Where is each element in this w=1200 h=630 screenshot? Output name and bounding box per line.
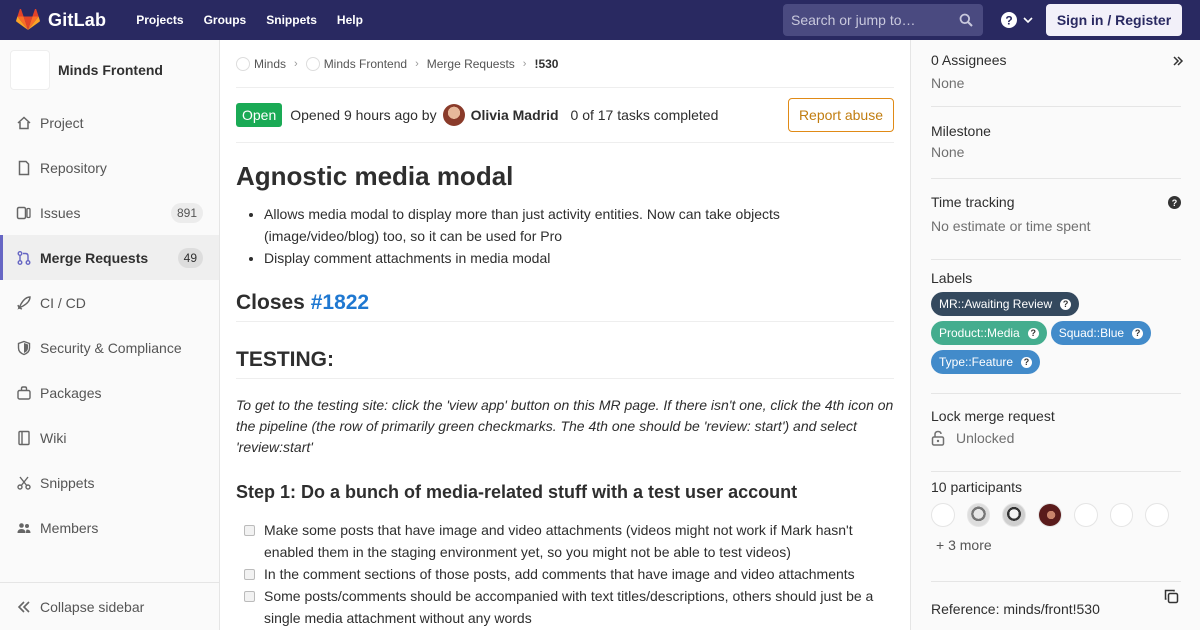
search-icon	[959, 13, 973, 27]
sidebar-item-wiki[interactable]	[0, 415, 219, 460]
task-text: In the comment sections of those posts, add comments that have image and video attachments	[264, 566, 855, 582]
sidebar-item-label: Merge Requests	[40, 249, 149, 266]
avatar[interactable]	[931, 503, 955, 527]
reference-text: Reference: minds/front!530	[931, 601, 1100, 617]
group-avatar	[236, 57, 250, 71]
labels-list	[931, 292, 1181, 379]
closes-heading	[236, 291, 894, 322]
reference-block	[931, 589, 1181, 629]
author-name[interactable]: Olivia Madrid	[470, 107, 559, 123]
author-avatar[interactable]	[443, 104, 465, 126]
lock-title: Lock merge request	[931, 408, 1055, 424]
sidebar-item-label: Wiki	[40, 429, 67, 446]
breadcrumb	[236, 40, 894, 87]
breadcrumb-label: Minds	[254, 56, 287, 71]
step-heading: Step 1: Do a bunch of media-related stuff with a test user account	[236, 482, 798, 502]
sidebar-item-label: Repository	[40, 159, 107, 176]
breadcrumb-minds[interactable]	[236, 57, 286, 71]
rocket-icon	[16, 295, 32, 311]
milestone-value: None	[931, 144, 965, 160]
testing-heading: TESTING:	[236, 348, 894, 379]
search-box[interactable]	[783, 4, 983, 36]
participants-avatars	[931, 503, 1181, 527]
nav-groups[interactable]: Groups	[203, 13, 247, 27]
task-text: Make some posts that have image and video attachments (videos might not work if Mark hasn't enabled them in the staging environment yet, so you might not be able to test videos)	[264, 522, 853, 560]
help-dropdown[interactable]	[1000, 11, 1034, 29]
task-text: Some posts/comments should be accompanied with text titles/descriptions, others should just be a single media attachment without any words	[264, 588, 874, 626]
label-pill[interactable]	[1051, 321, 1151, 345]
chevron-right-icon: ›	[522, 57, 527, 70]
main-content	[236, 40, 894, 630]
sidebar-item-packages[interactable]	[0, 370, 219, 415]
label-text: Type::Feature	[939, 355, 1014, 369]
sidebar-item-issues[interactable]	[0, 190, 219, 235]
gitlab-tanuki-icon	[16, 9, 40, 31]
breadcrumb-mr-id[interactable]: !530	[534, 56, 559, 71]
breadcrumb-label: Minds Frontend	[323, 56, 408, 71]
merge-request-icon	[16, 250, 32, 266]
sidebar-item-label: Security & Compliance	[40, 339, 182, 356]
project-header[interactable]	[0, 40, 219, 100]
question-icon: ?	[1021, 357, 1032, 368]
report-abuse-button[interactable]: Report abuse	[788, 98, 894, 132]
chevron-down-icon	[1022, 14, 1034, 26]
project-avatar	[10, 50, 50, 90]
scissors-icon	[16, 475, 32, 491]
breadcrumb-merge-requests[interactable]: Merge Requests	[426, 56, 515, 71]
sidebar-item-merge-requests[interactable]	[0, 235, 219, 280]
right-sidebar	[910, 40, 1200, 630]
left-sidebar	[0, 40, 220, 630]
lock-status	[931, 430, 1181, 446]
labels-block	[931, 270, 1181, 394]
list-item: • Display comment attachments in media modal	[264, 247, 894, 269]
shield-icon	[16, 340, 32, 356]
lock-open-icon	[931, 430, 945, 446]
document-icon	[16, 160, 32, 176]
time-tracking-value: No estimate or time spent	[931, 218, 1091, 234]
label-pill[interactable]	[931, 350, 1040, 374]
question-circle-icon[interactable]	[1168, 196, 1181, 209]
avatar[interactable]	[1002, 503, 1026, 527]
testing-note: To get to the testing site: click the 'view app' button on this MR page. If there isn't one, click the 4th icon on the pipeline (the row of primarily green checkmarks. The 4th one should be 'review: start') and select 'review:start'	[236, 397, 894, 455]
svg-text:?: ?	[1171, 198, 1178, 208]
assignees-title: 0 Assignees	[931, 52, 1007, 68]
chevron-right-icon: ›	[294, 57, 298, 70]
users-icon	[16, 520, 32, 536]
tasks-completed: 0 of 17 tasks completed	[570, 107, 719, 123]
avatar[interactable]	[967, 503, 991, 527]
home-icon	[16, 115, 32, 131]
avatar[interactable]	[1038, 503, 1062, 527]
sidebar-item-project[interactable]	[0, 100, 219, 145]
signin-register-button[interactable]: Sign in / Register	[1046, 4, 1182, 36]
description-list	[236, 203, 894, 269]
labels-title: Labels	[931, 270, 973, 286]
package-icon	[16, 385, 32, 401]
brand-name: GitLab	[48, 9, 107, 30]
time-tracking-title: Time tracking	[931, 194, 1015, 210]
book-icon	[16, 430, 32, 446]
copy-icon[interactable]	[1164, 589, 1179, 604]
collapse-sidebar-button[interactable]	[0, 582, 219, 630]
avatar[interactable]	[1074, 503, 1098, 527]
project-avatar	[306, 57, 320, 71]
chevron-right-icon: ›	[415, 57, 419, 70]
task-item	[236, 519, 894, 563]
sidebar-item-label: Issues	[40, 204, 81, 221]
merge-request-header	[236, 87, 894, 143]
more-participants-link[interactable]: + 3 more	[936, 537, 992, 553]
nav-help[interactable]: Help	[336, 13, 363, 27]
nav-snippets[interactable]: Snippets	[266, 13, 317, 27]
sidebar-item-label: CI / CD	[40, 294, 86, 311]
breadcrumb-minds-frontend[interactable]	[306, 57, 407, 71]
double-chevron-right-icon[interactable]	[1171, 54, 1185, 68]
milestone-title: Milestone	[931, 123, 991, 139]
avatar[interactable]	[1145, 503, 1169, 527]
participants-block	[931, 479, 1181, 582]
label-text: Squad::Blue	[1058, 326, 1125, 340]
sidebar-item-label: Packages	[40, 384, 102, 401]
gitlab-logo[interactable]	[16, 9, 106, 31]
label-pill[interactable]	[931, 292, 1079, 316]
question-icon: ?	[1132, 328, 1143, 339]
task-checkbox[interactable]	[244, 525, 255, 536]
opened-text: Opened 9 hours ago by	[290, 107, 437, 123]
main-nav	[136, 13, 383, 27]
task-item	[236, 585, 894, 629]
time-tracking-block	[931, 194, 1181, 260]
lock-value: Unlocked	[956, 430, 1015, 446]
issues-count-badge: 891	[171, 203, 203, 223]
assignees-value: None	[931, 75, 965, 91]
label-pill[interactable]	[931, 321, 1047, 345]
sidebar-item-repository[interactable]	[0, 145, 219, 190]
sidebar-item-security-compliance[interactable]	[0, 325, 219, 370]
status-badge: Open	[236, 103, 282, 127]
milestone-block	[931, 123, 1181, 179]
participants-title: 10 participants	[931, 479, 1023, 495]
label-text: Product::Media	[939, 326, 1020, 340]
question-icon: ?	[1060, 299, 1071, 310]
merge-requests-count-badge: 49	[178, 248, 203, 268]
task-item	[236, 563, 894, 585]
task-checkbox[interactable]	[244, 591, 255, 602]
assignees-block	[931, 52, 1181, 107]
list-item: • Allows media modal to display more than just activity entities. Now can take objects (image/video/blog) too, so it can be used for Pro	[264, 203, 894, 247]
svg-text:?: ?	[1005, 13, 1013, 28]
search-input[interactable]	[791, 12, 951, 28]
question-circle-icon	[1000, 11, 1018, 29]
sidebar-item-ci-cd[interactable]	[0, 280, 219, 325]
issues-icon	[16, 205, 32, 221]
project-name: Minds Frontend	[58, 62, 163, 78]
sidebar-item-label: Project	[40, 114, 84, 131]
sidebar-item-label: Snippets	[40, 474, 95, 491]
sidebar-item-members[interactable]	[0, 505, 219, 550]
avatar[interactable]	[1110, 503, 1134, 527]
double-chevron-left-icon	[16, 599, 32, 615]
task-list	[236, 519, 894, 629]
issue-link[interactable]: #1822	[310, 291, 370, 314]
lock-block	[931, 408, 1181, 472]
closes-prefix: Closes	[236, 291, 305, 314]
page-title: Agnostic media modal	[236, 161, 514, 191]
top-navbar	[0, 0, 1200, 40]
collapse-sidebar-label: Collapse sidebar	[40, 598, 145, 615]
label-text: MR::Awaiting Review	[939, 297, 1053, 311]
question-icon: ?	[1028, 328, 1039, 339]
sidebar-item-snippets[interactable]	[0, 460, 219, 505]
nav-projects[interactable]: Projects	[136, 13, 184, 27]
task-checkbox[interactable]	[244, 569, 255, 580]
sidebar-item-label: Members	[40, 519, 99, 536]
